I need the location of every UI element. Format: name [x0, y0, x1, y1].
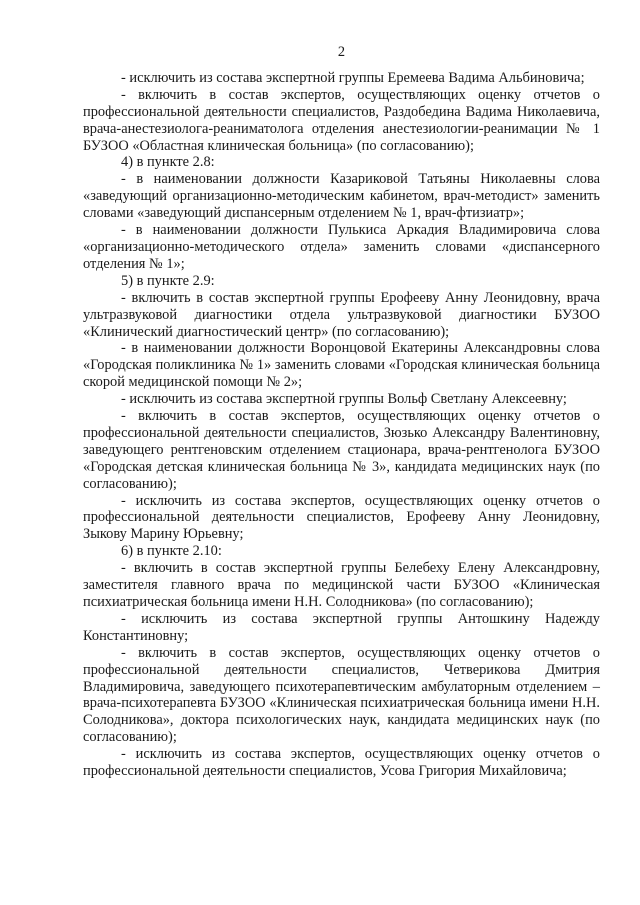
paragraph: - исключить из состава экспертов, осуществляющих оценку отчетов о профессиональной деятельности специалистов, Ерофееву Анну Леонидовну, Зыкову Марину Юрьевну;: [83, 492, 600, 543]
paragraph: - исключить из состава экспертов, осуществляющих оценку отчетов о профессиональной деятельности специалистов, Усова Григория Михайловича;: [83, 746, 600, 780]
paragraph: - включить в состав экспертов, осуществляющих оценку отчетов о профессиональной деятельности специалистов, Зюзько Александру Валентиновну, заведующего рентгеновским отделением стационара, врача-рентгенолога БУЗОО «Городская детская клиническая больница № 3», кандидата медицинских наук (по согласованию);: [83, 408, 600, 492]
paragraph: - в наименовании должности Воронцовой Екатерины Александровны слова «Городская поликлиника № 1» заменить словами «Городская клиническая больница скорой медицинской помощи № 2»;: [83, 340, 600, 391]
paragraph: - включить в состав экспертной группы Ерофееву Анну Леонидовну, врача ультразвуковой диагностики отдела ультразвуковой диагностики БУЗОО «Клинический диагностический центр» (по согласованию);: [83, 289, 600, 340]
paragraph: - исключить из состава экспертной группы Еремеева Вадима Альбиновича;: [121, 69, 585, 86]
paragraph: 4) в пункте 2.8:: [121, 154, 215, 171]
page-number: 2: [337, 44, 346, 60]
paragraph: - включить в состав экспертной группы Белебеху Елену Александровну, заместителя главного врача по медицинской части БУЗОО «Клиническая психиатрическая больница имени Н.Н. Солодникова» (по согласованию);: [83, 560, 600, 610]
paragraph: - включить в состав экспертов, осуществляющих оценку отчетов о профессиональной деятельности специалистов, Четверикова Дмитрия Владимировича, заведующего психотерапевтическим амбулаторным отделением – врача-психотерапевта БУЗОО «Клиническая психиатрическая больница имени Н.Н. Солодникова», доктора психологических наук, кандидата медицинских наук (по согласованию);: [83, 644, 600, 746]
paragraph: - исключить из состава экспертной группы Антошкину Надежду Константиновну;: [83, 610, 600, 644]
paragraph: - в наименовании должности Казариковой Татьяны Николаевны слова «заведующий организационно-методическим кабинетом, врач-методист» заменить словами «заведующий диспансерным отделением № 1, врач-фтизиатр»;: [83, 171, 600, 222]
document-body: [83, 70, 600, 780]
paragraph: 6) в пункте 2.10:: [121, 543, 222, 560]
paragraph: 5) в пункте 2.9:: [121, 272, 215, 289]
paragraph: - включить в состав экспертов, осуществляющих оценку отчетов о профессиональной деятельности специалистов, Раздобедина Вадима Николаевича, врача-анестезиолога-реаниматолога отделения анестезиологии-реанимации № 1 БУЗОО «Областная клиническая больница» (по согласованию);: [83, 86, 600, 154]
paragraph: - исключить из состава экспертной группы Вольф Светлану Алексеевну;: [121, 391, 567, 408]
paragraph: - в наименовании должности Пулькиса Аркадия Владимировича слова «организационно-методического отдела» заменить словами «диспансерного отделения № 1»;: [83, 222, 600, 272]
